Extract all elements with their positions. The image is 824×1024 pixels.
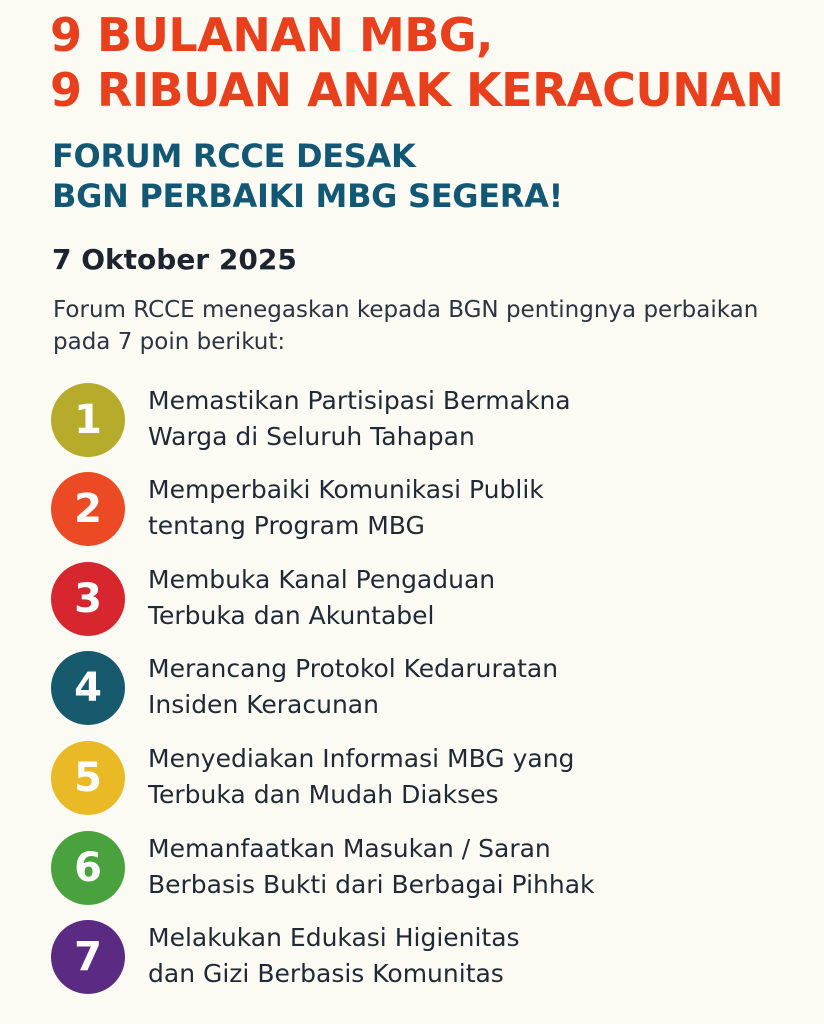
point-line-2: dan Gizi Berbasis Komunitas [148, 959, 504, 988]
point-item [51, 920, 791, 996]
point-line-2: Warga di Seluruh Tahapan [148, 422, 475, 451]
point-text [148, 651, 788, 723]
point-text [148, 831, 788, 903]
point-line-2: Terbuka dan Akuntabel [148, 601, 435, 630]
point-line-1: Memanfaatkan Masukan / Saran [148, 834, 551, 863]
point-item [51, 472, 791, 548]
point-text [148, 562, 788, 634]
point-item [51, 383, 791, 459]
point-line-1: Memastikan Partisipasi Bermakna [148, 386, 571, 415]
number-badge: 7 [51, 920, 125, 994]
point-line-2: Berbasis Bukti dari Berbagai Pihhak [148, 870, 595, 899]
headline-line-1: 9 BULANAN MBG, [50, 8, 494, 62]
number-badge: 3 [51, 562, 125, 636]
point-line-1: Membuka Kanal Pengaduan [148, 565, 496, 594]
intro-text: Forum RCCE menegaskan kepada BGN pentingnya perbaikan pada 7 poin berikut: [53, 297, 759, 355]
point-line-1: Melakukan Edukasi Higienitas [148, 923, 520, 952]
number-badge: 2 [51, 472, 125, 546]
headline-line-2: 9 RIBUAN ANAK KERACUNAN [50, 63, 784, 117]
point-line-2: Insiden Keracunan [148, 690, 379, 719]
point-line-1: Merancang Protokol Kedaruratan [148, 654, 559, 683]
number-badge: 4 [51, 651, 125, 725]
point-text [148, 741, 788, 813]
point-item [51, 651, 791, 727]
subheadline-line-2: BGN PERBAIKI MBG SEGERA! [52, 177, 563, 215]
point-item [51, 741, 791, 817]
point-text [148, 920, 788, 992]
point-text [148, 383, 788, 455]
point-line-1: Menyediakan Informasi MBG yang [148, 744, 575, 773]
point-text [148, 472, 788, 544]
point-line-2: Terbuka dan Mudah Diakses [148, 780, 499, 809]
number-badge: 6 [51, 831, 125, 905]
number-badge: 5 [51, 741, 125, 815]
point-item [51, 562, 791, 638]
subheadline [52, 136, 563, 216]
headline [50, 8, 783, 118]
number-badge: 1 [51, 383, 125, 457]
subheadline-line-1: FORUM RCCE DESAK [52, 137, 416, 175]
point-line-2: tentang Program MBG [148, 511, 425, 540]
point-item [51, 831, 791, 907]
date: 7 Oktober 2025 [52, 243, 297, 276]
point-line-1: Memperbaiki Komunikasi Publik [148, 475, 544, 504]
